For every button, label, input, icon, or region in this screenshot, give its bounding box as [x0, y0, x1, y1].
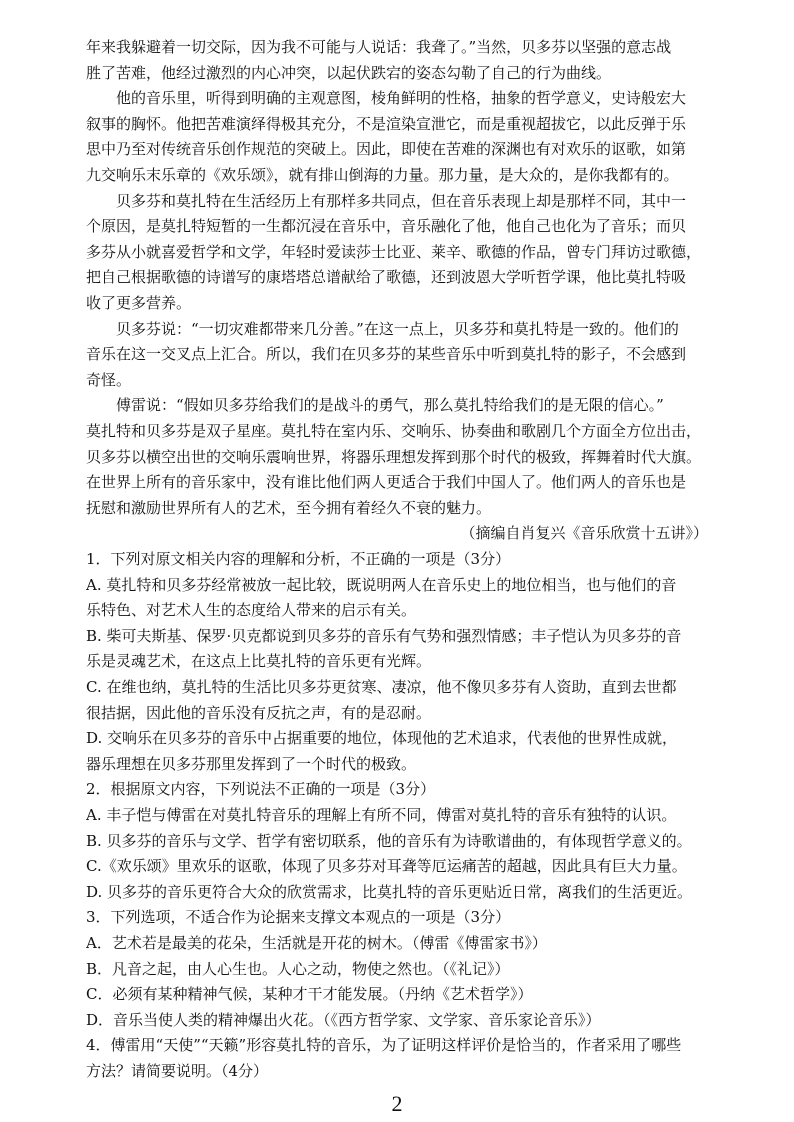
question-line: B. 贝多芬的音乐与文学、哲学有密切联系，他的音乐有为诗歌谱曲的，有体现哲学意义的。 [86, 832, 692, 850]
question-line: 3．下列选项，不适合作为论据来支撑文本观点的一项是（3分） [86, 908, 511, 926]
source-note: （摘编自肖复兴《音乐欣赏十五讲》） [460, 524, 708, 542]
question-line: A．艺术若是最美的花朵，生活就是开花的树木。（傅雷《傅雷家书》） [86, 934, 547, 952]
question-line: 4．傅雷用“天使”“天籁”形容莫扎特的音乐，为了证明这样评价是恰当的，作者采用了哪些 [86, 1036, 682, 1054]
body-line: 个原因，是莫扎特短暂的一生都沉浸在音乐中，音乐融化了他，他自己也化为了音乐；而贝 [86, 217, 687, 235]
body-line: 把自己根据歌德的诗谱写的康塔塔总谱献给了歌德，还到波恩大学听哲学课，他比莫扎特吸 [86, 268, 687, 286]
body-line: 思中乃至对传统音乐创作规范的突破上。因此，即使在苦难的深渊也有对欢乐的讴歌，如第 [86, 140, 687, 158]
question-line: 2．根据原文内容，下列说法不正确的一项是（3分） [86, 780, 436, 798]
question-line: 乐是灵魂艺术，在这点上比莫扎特的音乐更有光辉。 [86, 652, 432, 670]
body-line: 贝多芬和莫扎特在生活经历上有那样多共同点，但在音乐表现上却是那样不同，其中一 [116, 192, 687, 210]
body-line: 胜了苦难，他经过激烈的内心冲突，以起伏跌宕的姿态勾勒了自己的行为曲线。 [86, 64, 612, 82]
body-line: 莫扎特和贝多芬是双子星座。莫扎特在室内乐、交响乐、协奏曲和歌剧几个方面全方位出击， [86, 422, 702, 440]
body-line: 年来我躲避着一切交际，因为我不可能与人说话：我聋了。”当然，贝多芬以坚强的意志战 [86, 38, 672, 56]
body-line: 收了更多营养。 [86, 294, 192, 312]
question-line: A. 莫扎特和贝多芬经常被放一起比较，既说明两人在音乐史上的地位相当，也与他们的音 [86, 576, 677, 594]
page-number: 2 [391, 1091, 403, 1116]
question-line: B．凡音之起，由人心生也。人心之动，物使之然也。（《礼记》） [86, 960, 510, 978]
body-line: 九交响乐末乐章的《欢乐颂》，就有排山倒海的力量。那力量，是大众的，是你我都有的。 [86, 166, 679, 184]
question-line: C.《欢乐颂》里欢乐的讴歌，体现了贝多芬对耳聋等厄运痛苦的超越，因此具有巨大力量。 [86, 857, 687, 875]
body-line: 贝多芬以横空出世的交响乐震响世界，将器乐理想发挥到那个时代的极致，挥舞着时代大旗。 [86, 448, 702, 466]
question-line: 方法？请简要说明。（4分） [86, 1062, 269, 1080]
question-line: B. 柴可夫斯基、保罗·贝克都说到贝多芬的音乐有气势和强烈情感；丰子恺认为贝多芬的音 [86, 627, 682, 645]
question-line: D. 交响乐在贝多芬的音乐中占据重要的地位，体现他的艺术追求，代表他的世界性成就， [86, 729, 678, 747]
body-line: 贝多芬说：“一切灾难都带来几分善。”在这一点上，贝多芬和莫扎特是一致的。他们的 [116, 320, 679, 338]
question-line: 很拮据，因此他的音乐没有反抗之声，有的是忍耐。 [86, 704, 432, 722]
body-line: 多芬从小就喜爱哲学和文学，年轻时爱读莎士比亚、莱辛、歌德的作品，曾专门拜访过歌德， [86, 243, 702, 261]
body-line: 音乐在这一交叉点上汇合。所以，我们在贝多芬的某些音乐中听到莫扎特的影子，不会感到 [86, 345, 687, 363]
question-line: 1．下列对原文相关内容的理解和分析，不正确的一项是（3分） [86, 550, 511, 568]
body-line: 傅雷说：“假如贝多芬给我们的是战斗的勇气，那么莫扎特给我们的是无限的信心。” [116, 396, 664, 414]
question-line: C. 在维也纳，莫扎特的生活比贝多芬更贫寒、凄凉，他不像贝多芬有人资助，直到去世都 [86, 678, 677, 696]
question-line: 乐特色、对艺术人生的态度给人带来的启示有关。 [86, 601, 417, 619]
body-line: 他的音乐里，听得到明确的主观意图，棱角鲜明的性格，抽象的哲学意义，史诗般宏大 [116, 89, 687, 107]
question-line: D．音乐当使人类的精神爆出火花。（《西方哲学家、文学家、音乐家论音乐》） [86, 1011, 601, 1029]
question-line: D. 贝多芬的音乐更符合大众的欣赏需求，比莫扎特的音乐更贴近日常，离我们的生活更近。 [86, 883, 693, 901]
body-line: 奇怪。 [86, 371, 132, 389]
question-line: 器乐理想在贝多芬那里发挥到了一个时代的极致。 [86, 755, 417, 773]
body-line: 叙事的胸怀。他把苦难演绎得极其充分，不是渲染宣泄它，而是重视超拔它，以此反弹于乐 [86, 115, 687, 133]
question-line: C．必须有某种精神气候，某种才干才能发展。（丹纳《艺术哲学》） [86, 985, 533, 1003]
question-line: A. 丰子恺与傅雷在对莫扎特音乐的理解上有所不同，傅雷对莫扎特的音乐有独特的认识。 [86, 806, 677, 824]
body-line: 抚慰和激励世界所有人的艺术，至今拥有着经久不衰的魅力。 [86, 499, 492, 517]
body-line: 在世界上所有的音乐家中，没有谁比他们两人更适合于我们中国人了。他们两人的音乐也是 [86, 473, 687, 491]
